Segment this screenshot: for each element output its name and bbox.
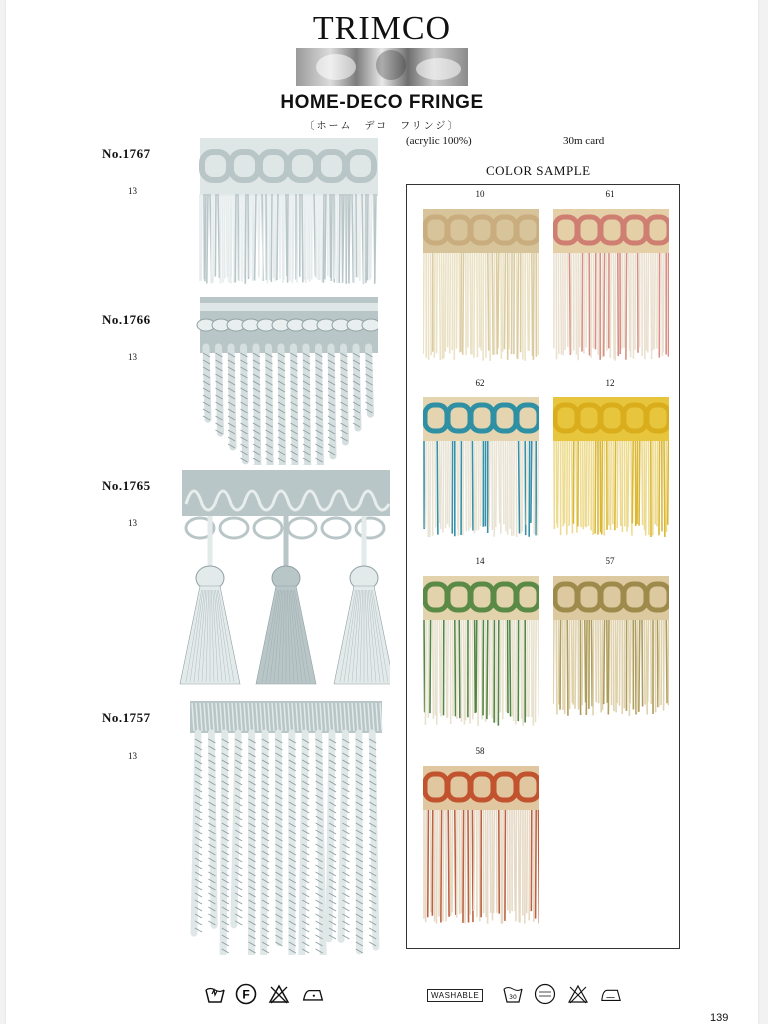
product-number: No.1766 — [102, 312, 151, 327]
card-length-spec: 30m card — [563, 135, 605, 147]
page-subtitle-japanese: 〔ホーム デコ フリンジ〕 — [304, 121, 460, 132]
dry-clean-f-icon — [235, 983, 257, 1005]
product-color-code: 13 — [128, 186, 137, 196]
iron-low-icon — [302, 983, 324, 1005]
hand-wash-icon — [204, 983, 226, 1005]
swatch-code: 12 — [605, 378, 615, 388]
product-image-1766 — [192, 293, 378, 465]
catalog-page — [6, 0, 758, 1024]
color-swatch-10 — [423, 203, 539, 371]
svg-text:30: 30 — [509, 994, 517, 1001]
brand-logo: TRIMCO — [312, 10, 452, 47]
svg-text:F: F — [242, 987, 250, 1002]
swatch-code: 57 — [605, 556, 615, 566]
material-spec: (acrylic 100%) — [406, 135, 472, 147]
washable-label: WASHABLE — [427, 989, 483, 1002]
color-swatch-62 — [423, 391, 539, 547]
product-color-code: 13 — [128, 751, 137, 761]
swatch-code: 61 — [605, 189, 615, 199]
no-chlorine-icon — [567, 983, 589, 1005]
header-photo-banner — [296, 48, 468, 86]
product-image-1757 — [182, 697, 384, 955]
iron-icon — [600, 983, 622, 1005]
product-image-1765 — [178, 466, 390, 691]
color-sample-title: COLOR SAMPLE — [486, 163, 591, 178]
swatch-code: 14 — [475, 556, 485, 566]
no-bleach-icon — [268, 983, 290, 1005]
swatch-code: 58 — [475, 746, 485, 756]
wash-30-icon — [502, 983, 524, 1005]
product-number: No.1767 — [102, 146, 151, 161]
color-swatch-14 — [423, 570, 539, 736]
product-image-1767 — [192, 134, 378, 294]
product-color-code: 13 — [128, 518, 137, 528]
product-number: No.1765 — [102, 478, 151, 493]
swatch-code: 62 — [475, 378, 485, 388]
page-number: 139 — [710, 1012, 729, 1024]
color-swatch-61 — [553, 203, 669, 371]
swatch-code: 10 — [475, 189, 485, 199]
color-swatch-12 — [553, 391, 669, 547]
color-swatch-57 — [553, 570, 669, 726]
product-number: No.1757 — [102, 710, 151, 725]
dry-clean-icon — [534, 983, 556, 1005]
product-color-code: 13 — [128, 352, 137, 362]
page-title: HOME-DECO FRINGE — [280, 92, 484, 113]
color-swatch-58 — [423, 760, 539, 934]
